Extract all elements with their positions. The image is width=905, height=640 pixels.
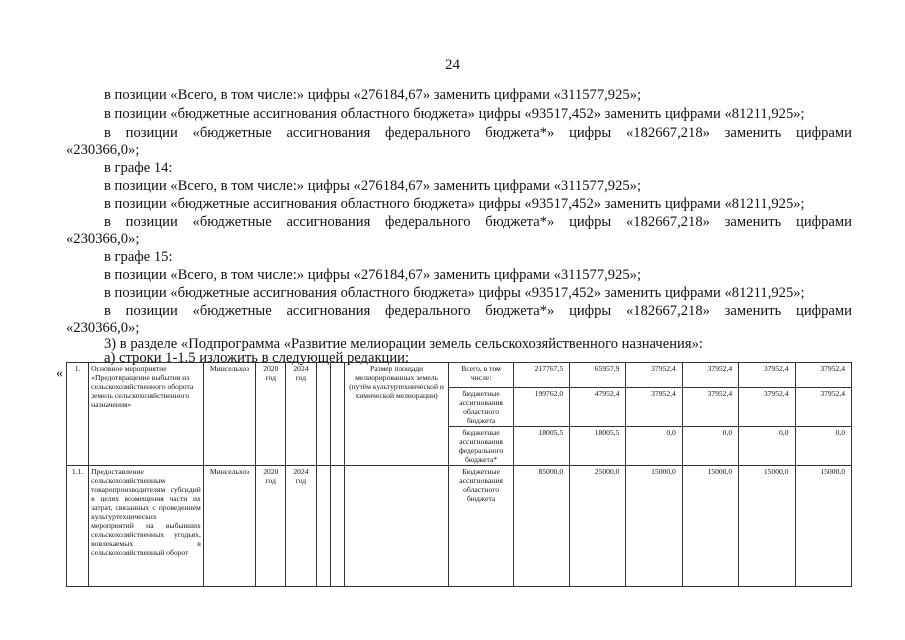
word: заменить: [724, 214, 782, 230]
value-cell: 37952,4: [795, 388, 852, 427]
word: «182667,218»: [626, 303, 710, 319]
value-cell: 37952,4: [626, 363, 682, 388]
item-heading: а) строки 1-1.5 изложить в следующей редакции:: [104, 350, 410, 366]
text-line: в позиции «бюджетные ассигнования областного бюджета» цифры «93517,452» заменить цифрами «81211,925»;: [104, 106, 805, 122]
word: в: [104, 125, 111, 141]
word: «182667,218»: [626, 214, 710, 230]
text-line: в позиции «Всего, в том числе:» цифры «276184,67» заменить цифрами «311577,925»;: [104, 267, 642, 283]
value-cell: 47952,4: [570, 388, 626, 427]
word: цифрами: [796, 125, 852, 141]
word: бюджета*»: [485, 303, 555, 319]
value-cell: 0,0: [795, 427, 852, 466]
executor: Минсельхоз: [203, 466, 255, 587]
row-number: 1.: [67, 363, 89, 466]
subprogram-table: [66, 362, 852, 587]
value-cell: 18005,5: [570, 427, 626, 466]
word: позиции: [125, 125, 178, 141]
word: ассигнования: [286, 214, 371, 230]
graph-heading: в графе 14:: [104, 160, 173, 176]
word: цифры: [569, 214, 612, 230]
empty-cell: [316, 466, 330, 587]
empty-cell: [330, 363, 344, 466]
word: заменить: [724, 303, 782, 319]
value-cell: 37952,4: [739, 363, 795, 388]
row-number: 1.1.: [67, 466, 89, 587]
start-year: 2020 год: [256, 466, 286, 587]
text-line: «230366,0»;: [66, 142, 140, 158]
empty-cell: [316, 363, 330, 466]
value-cell: 217767,5: [513, 363, 569, 388]
section-heading: 3) в разделе «Подпрограмма «Развитие мелиорации земель сельскохозяйственного назначения»:: [104, 336, 703, 352]
word: ассигнования: [286, 125, 371, 141]
start-year: 2020 год: [256, 363, 286, 466]
end-year: 2024 год: [286, 363, 316, 466]
indicator: Размер площади мелиорированных земель (путём культуртехнической и химической мелиорации): [344, 363, 449, 466]
table-row: [67, 466, 852, 587]
word: федерального: [385, 303, 471, 319]
word: ассигнования: [286, 303, 371, 319]
justified-line: [104, 125, 852, 142]
text-line: в позиции «Всего, в том числе:» цифры «276184,67» заменить цифрами «311577,925»;: [104, 87, 642, 103]
word: федерального: [385, 214, 471, 230]
value-cell: 37952,4: [682, 388, 738, 427]
value-cell: 37952,4: [682, 363, 738, 388]
executor: Минсельхоз: [203, 363, 255, 466]
funding-label: бюджетные ассигнования областного бюджета: [449, 388, 513, 427]
value-cell: 0,0: [739, 427, 795, 466]
word: «бюджетные: [192, 303, 272, 319]
value-cell: 18005,5: [513, 427, 569, 466]
value-cell: 85000,0: [513, 466, 569, 587]
empty-cell: [344, 466, 449, 587]
word: «182667,218»: [626, 125, 710, 141]
word: цифрами: [796, 214, 852, 230]
value-cell: 37952,4: [626, 388, 682, 427]
end-year: 2024 год: [286, 466, 316, 587]
graph-heading: в графе 15:: [104, 249, 173, 265]
word: цифры: [569, 303, 612, 319]
word: заменить: [724, 125, 782, 141]
value-cell: 15000,0: [626, 466, 682, 587]
page-number: 24: [445, 57, 460, 73]
word: «бюджетные: [192, 214, 272, 230]
funding-label: Бюджетные ассигнования областного бюджета: [449, 466, 513, 587]
word: позиции: [125, 303, 178, 319]
text-line: в позиции «Всего, в том числе:» цифры «276184,67» заменить цифрами «311577,925»;: [104, 178, 642, 194]
value-cell: 65957,9: [570, 363, 626, 388]
value-cell: 0,0: [626, 427, 682, 466]
text-line: в позиции «бюджетные ассигнования областного бюджета» цифры «93517,452» заменить цифрами «81211,925»;: [104, 196, 805, 212]
word: бюджета*»: [485, 125, 555, 141]
word: «бюджетные: [192, 125, 272, 141]
justified-line: [104, 214, 852, 231]
text-line: «230366,0»;: [66, 231, 140, 247]
table-row: [67, 363, 852, 388]
value-cell: 15000,0: [682, 466, 738, 587]
value-cell: 199762,0: [513, 388, 569, 427]
value-cell: 15000,0: [739, 466, 795, 587]
text-line: «230366,0»;: [66, 320, 140, 336]
word: в: [104, 303, 111, 319]
word: бюджета*»: [485, 214, 555, 230]
word: цифры: [569, 125, 612, 141]
value-cell: 37952,4: [739, 388, 795, 427]
empty-cell: [330, 466, 344, 587]
measure-name: Предоставление сельскохозяйственным товаропроизводителям субсидий в целях возмещения части их затрат, связанных с проведением культуртехнических мероприятий на выбывших сельскохозяйственных угодьях, вовлекаемых в сельскохозяйственный оборот: [89, 466, 204, 587]
value-cell: 15000,0: [795, 466, 852, 587]
value-cell: 25000,0: [570, 466, 626, 587]
value-cell: 37952,4: [795, 363, 852, 388]
value-cell: 0,0: [682, 427, 738, 466]
opening-quote: «: [56, 366, 63, 381]
word: позиции: [125, 214, 178, 230]
justified-line: [104, 303, 852, 320]
funding-label: Всего, в том числе:: [449, 363, 513, 388]
funding-label: бюджетные ассигнования федерального бюджета*: [449, 427, 513, 466]
word: в: [104, 214, 111, 230]
measure-name: Основное мероприятие «Предотвращение выбытия из сельскохозяйственного оборота земель сельскохозяйственного назначения»: [89, 363, 204, 466]
word: цифрами: [796, 303, 852, 319]
text-line: в позиции «бюджетные ассигнования областного бюджета» цифры «93517,452» заменить цифрами «81211,925»;: [104, 285, 805, 301]
word: федерального: [385, 125, 471, 141]
